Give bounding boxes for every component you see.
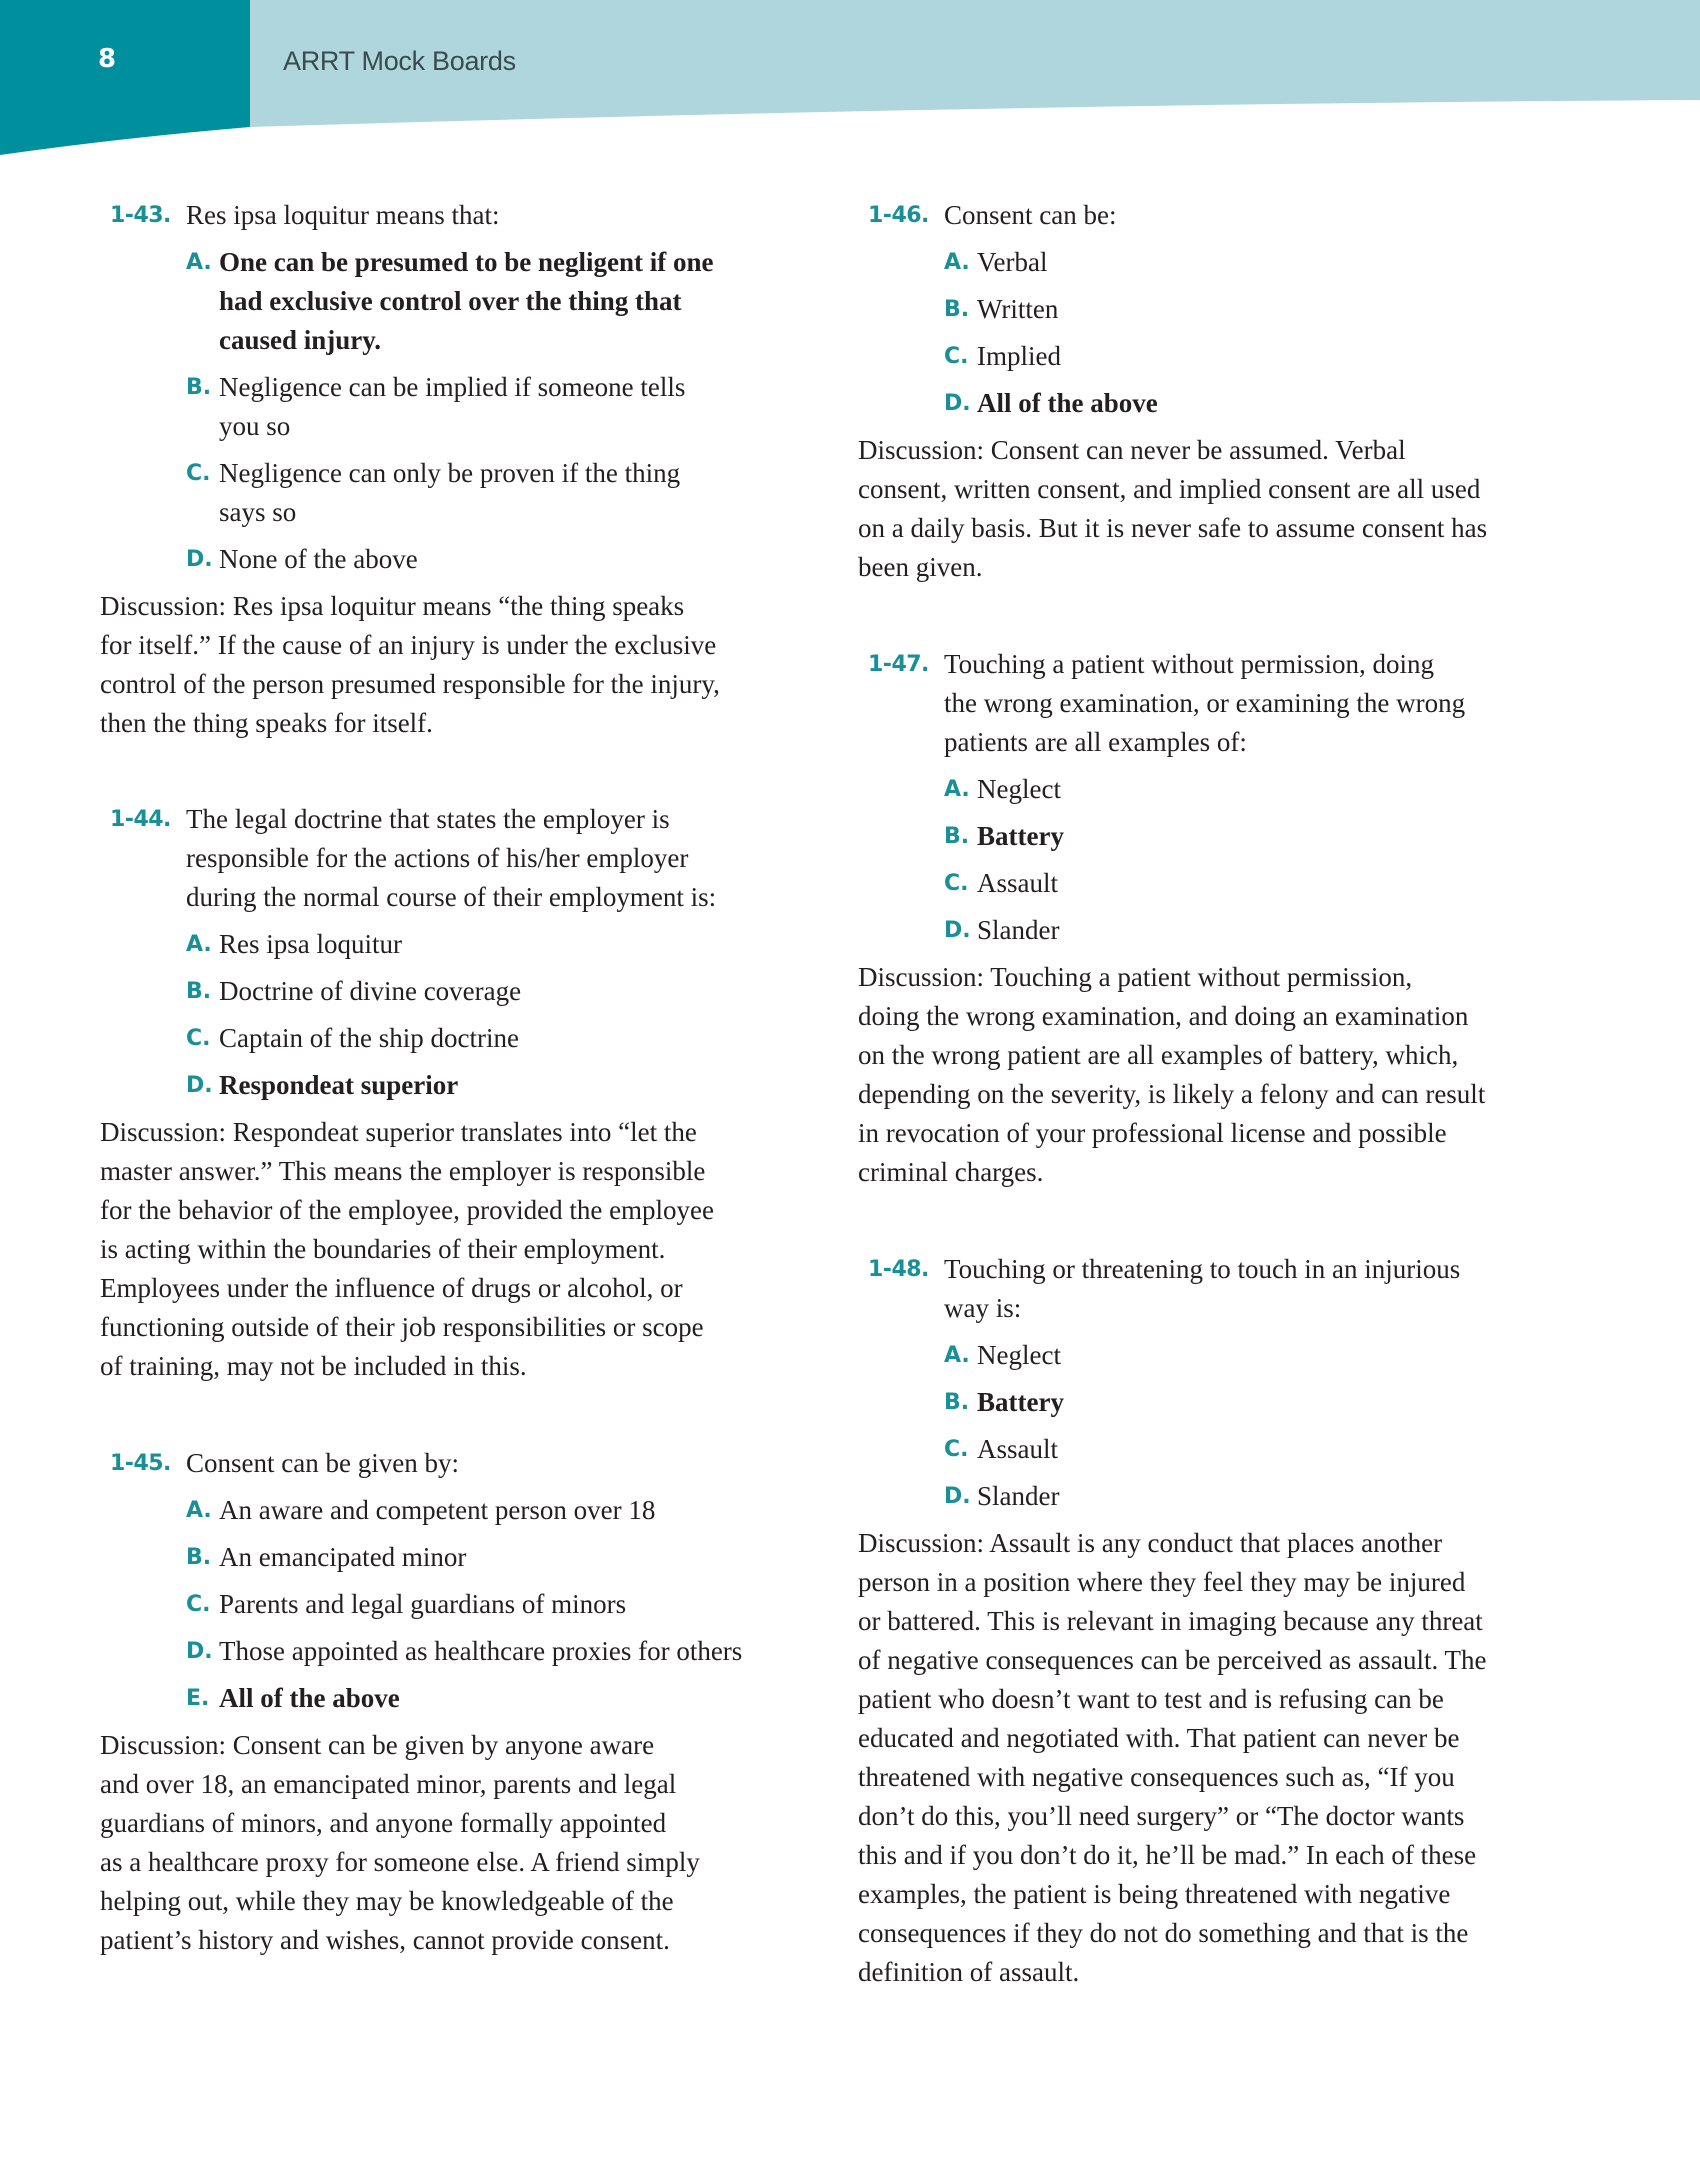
question-1-47 bbox=[858, 645, 1578, 1192]
option-text bbox=[977, 770, 1578, 809]
option-letter: A. bbox=[944, 250, 970, 275]
option-a bbox=[858, 1336, 1578, 1375]
question-number: 1-48. bbox=[868, 1257, 929, 1282]
options-list bbox=[858, 243, 1578, 423]
option-letter: B. bbox=[944, 824, 970, 849]
question-stem: Consent can be given by: bbox=[186, 1448, 459, 1478]
discussion bbox=[858, 431, 1578, 587]
discussion bbox=[100, 1113, 820, 1386]
option-letter: B. bbox=[186, 1545, 212, 1570]
option-letter: D. bbox=[944, 391, 971, 416]
text-line: is acting within the boundaries of their employment. bbox=[100, 1234, 666, 1264]
text-line: Res ipsa loquitur bbox=[219, 929, 402, 959]
text-line: Discussion: Consent can never be assumed. Verbal bbox=[858, 435, 1406, 465]
text-line: for the behavior of the employee, provided the employee bbox=[100, 1195, 715, 1225]
text-line: All of the above bbox=[219, 1683, 400, 1713]
option-text bbox=[219, 540, 820, 579]
text-line: patient who doesn’t want to test and is refusing can be bbox=[858, 1684, 1444, 1714]
text-line: in revocation of your professional license and possible bbox=[858, 1118, 1447, 1148]
question-number: 1-44. bbox=[110, 807, 171, 832]
option-c bbox=[100, 1019, 820, 1058]
option-d bbox=[100, 1066, 820, 1105]
option-text bbox=[977, 243, 1578, 282]
text-line: way is: bbox=[944, 1293, 1022, 1323]
option-e bbox=[100, 1679, 820, 1718]
text-line: Captain of the ship doctrine bbox=[219, 1023, 519, 1053]
text-line: An emancipated minor bbox=[219, 1542, 467, 1572]
text-line: educated and negotiated with. That patient can never be bbox=[858, 1723, 1460, 1753]
text-line: had exclusive control over the thing that bbox=[219, 286, 682, 316]
option-letter: C. bbox=[186, 461, 211, 486]
option-d bbox=[858, 1477, 1578, 1516]
options-list bbox=[858, 770, 1578, 950]
question-1-44 bbox=[100, 800, 820, 1386]
discussion bbox=[858, 958, 1578, 1192]
option-c bbox=[100, 1585, 820, 1624]
option-text bbox=[219, 368, 820, 446]
text-line: Battery bbox=[977, 821, 1064, 851]
option-text bbox=[219, 1538, 820, 1577]
question-stem: Touching a patient without permission, doing bbox=[944, 649, 1435, 679]
question-number: 1-45. bbox=[110, 1451, 171, 1476]
text-line: been given. bbox=[858, 552, 983, 582]
option-b bbox=[858, 1383, 1578, 1422]
option-letter: A. bbox=[944, 1343, 970, 1368]
option-text bbox=[977, 384, 1578, 423]
option-a bbox=[100, 243, 820, 360]
text-line: criminal charges. bbox=[858, 1157, 1044, 1187]
text-line: person in a position where they feel they may be injured bbox=[858, 1567, 1466, 1597]
option-b bbox=[858, 290, 1578, 329]
options-list bbox=[858, 1336, 1578, 1516]
option-a bbox=[100, 1491, 820, 1530]
text-line: functioning outside of their job responsibilities or scope bbox=[100, 1312, 704, 1342]
text-line: this and if you don’t do it, he’ll be mad.” In each of these bbox=[858, 1840, 1477, 1870]
text-line: on a daily basis. But it is never safe to assume consent has bbox=[858, 513, 1488, 543]
option-letter: C. bbox=[944, 871, 969, 896]
text-line: Slander bbox=[977, 1481, 1060, 1511]
text-line: Battery bbox=[977, 1387, 1064, 1417]
options-list bbox=[100, 243, 820, 579]
text-line: patient’s history and wishes, cannot provide consent. bbox=[100, 1925, 670, 1955]
text-line: you so bbox=[219, 411, 291, 441]
text-line: responsible for the actions of his/her employer bbox=[186, 843, 689, 873]
text-line: or battered. This is relevant in imaging because any threat bbox=[858, 1606, 1483, 1636]
text-line: One can be presumed to be negligent if one bbox=[219, 247, 714, 277]
question-stem: Res ipsa loquitur means that: bbox=[186, 200, 500, 230]
question-stem: The legal doctrine that states the employer is bbox=[186, 804, 670, 834]
option-letter: C. bbox=[944, 1437, 969, 1462]
option-letter: B. bbox=[944, 1390, 970, 1415]
question-number: 1-43. bbox=[110, 203, 171, 228]
option-a bbox=[858, 243, 1578, 282]
text-line: Negligence can be implied if someone tells bbox=[219, 372, 686, 402]
option-text bbox=[219, 243, 820, 360]
option-text bbox=[977, 1477, 1578, 1516]
discussion bbox=[100, 1726, 820, 1960]
text-line: on the wrong patient are all examples of battery, which, bbox=[858, 1040, 1459, 1070]
option-b bbox=[858, 817, 1578, 856]
text-line: Written bbox=[977, 294, 1059, 324]
option-letter: C. bbox=[944, 344, 969, 369]
question-stem: Consent can be: bbox=[944, 200, 1117, 230]
text-line: then the thing speaks for itself. bbox=[100, 708, 433, 738]
text-line: during the normal course of their employment is: bbox=[186, 882, 717, 912]
text-line: consequences if they do not do something and that is the bbox=[858, 1918, 1469, 1948]
option-text bbox=[977, 817, 1578, 856]
text-line: None of the above bbox=[219, 544, 418, 574]
text-line: Respondeat superior bbox=[219, 1070, 459, 1100]
question-1-48 bbox=[858, 1250, 1578, 1992]
text-line: master answer.” This means the employer is responsible bbox=[100, 1156, 706, 1186]
option-a bbox=[100, 925, 820, 964]
text-line: Slander bbox=[977, 915, 1060, 945]
text-line: Neglect bbox=[977, 1340, 1061, 1370]
question-number: 1-47. bbox=[868, 652, 929, 677]
header-banner-shape bbox=[0, 0, 1700, 160]
option-text bbox=[219, 1066, 820, 1105]
option-a bbox=[858, 770, 1578, 809]
text-line: for itself.” If the cause of an injury is under the exclusive bbox=[100, 630, 717, 660]
option-b bbox=[100, 972, 820, 1011]
text-line: consent, written consent, and implied consent are all used bbox=[858, 474, 1481, 504]
option-text bbox=[977, 1430, 1578, 1469]
option-text bbox=[977, 337, 1578, 376]
option-letter: C. bbox=[186, 1026, 211, 1051]
option-c bbox=[858, 337, 1578, 376]
question-stem: Touching or threatening to touch in an injurious bbox=[944, 1254, 1461, 1284]
option-text bbox=[977, 290, 1578, 329]
options-list bbox=[100, 1491, 820, 1718]
text-line: Assault bbox=[977, 1434, 1058, 1464]
running-title: ARRT Mock Boards bbox=[283, 46, 516, 76]
text-line: Neglect bbox=[977, 774, 1061, 804]
text-line: Discussion: Assault is any conduct that places another bbox=[858, 1528, 1443, 1558]
question-1-46 bbox=[858, 196, 1578, 587]
option-d bbox=[858, 384, 1578, 423]
text-line: and over 18, an emancipated minor, parents and legal bbox=[100, 1769, 677, 1799]
option-text bbox=[219, 972, 820, 1011]
option-letter: C. bbox=[186, 1592, 211, 1617]
text-line: Discussion: Respondeat superior translates into “let the bbox=[100, 1117, 697, 1147]
option-text bbox=[219, 925, 820, 964]
text-line: of training, may not be included in this. bbox=[100, 1351, 527, 1381]
text-line: Discussion: Touching a patient without permission, bbox=[858, 962, 1413, 992]
option-text bbox=[219, 1632, 820, 1671]
option-c bbox=[100, 454, 820, 532]
question-1-43 bbox=[100, 196, 820, 743]
text-line: says so bbox=[219, 497, 297, 527]
option-letter: D. bbox=[186, 1639, 213, 1664]
text-line: Discussion: Consent can be given by anyone aware bbox=[100, 1730, 655, 1760]
options-list bbox=[100, 925, 820, 1105]
option-letter: E. bbox=[186, 1686, 210, 1711]
text-line: All of the above bbox=[977, 388, 1158, 418]
page-number: 8 bbox=[98, 44, 117, 74]
option-letter: D. bbox=[186, 547, 213, 572]
text-line: helping out, while they may be knowledgeable of the bbox=[100, 1886, 674, 1916]
text-line: Parents and legal guardians of minors bbox=[219, 1589, 627, 1619]
option-text bbox=[219, 1491, 820, 1530]
option-d bbox=[858, 911, 1578, 950]
text-line: Verbal bbox=[977, 247, 1048, 277]
discussion bbox=[858, 1524, 1578, 1992]
text-line: threatened with negative consequences such as, “If you bbox=[858, 1762, 1455, 1792]
option-letter: D. bbox=[944, 918, 971, 943]
text-line: caused injury. bbox=[219, 325, 382, 355]
option-c bbox=[858, 1430, 1578, 1469]
option-text bbox=[977, 1383, 1578, 1422]
text-line: Those appointed as healthcare proxies for others bbox=[219, 1636, 743, 1666]
text-line: Assault bbox=[977, 868, 1058, 898]
option-text bbox=[219, 1679, 820, 1718]
text-line: guardians of minors, and anyone formally appointed bbox=[100, 1808, 667, 1838]
option-text bbox=[219, 1019, 820, 1058]
text-line: don’t do this, you’ll need surgery” or “The doctor wants bbox=[858, 1801, 1465, 1831]
text-line: doing the wrong examination, and doing an examination bbox=[858, 1001, 1469, 1031]
option-text bbox=[219, 1585, 820, 1624]
text-line: depending on the severity, is likely a felony and can result bbox=[858, 1079, 1486, 1109]
text-line: of negative consequences can be perceived as assault. The bbox=[858, 1645, 1487, 1675]
text-line: Discussion: Res ipsa loquitur means “the thing speaks bbox=[100, 591, 685, 621]
text-line: Doctrine of divine coverage bbox=[219, 976, 522, 1006]
question-1-45 bbox=[100, 1444, 820, 1960]
text-line: control of the person presumed responsible for the injury, bbox=[100, 669, 720, 699]
option-c bbox=[858, 864, 1578, 903]
text-line: Employees under the influence of drugs or alcohol, or bbox=[100, 1273, 683, 1303]
option-letter: D. bbox=[944, 1484, 971, 1509]
option-b bbox=[100, 368, 820, 446]
text-line: Negligence can only be proven if the thing bbox=[219, 458, 681, 488]
option-letter: A. bbox=[186, 932, 212, 957]
option-text bbox=[977, 911, 1578, 950]
text-line: the wrong examination, or examining the wrong bbox=[944, 688, 1466, 718]
question-number: 1-46. bbox=[868, 203, 929, 228]
option-b bbox=[100, 1538, 820, 1577]
discussion bbox=[100, 587, 820, 743]
option-text bbox=[977, 864, 1578, 903]
text-line: examples, the patient is being threatened with negative bbox=[858, 1879, 1451, 1909]
option-letter: B. bbox=[186, 375, 212, 400]
text-line: Implied bbox=[977, 341, 1061, 371]
option-letter: B. bbox=[186, 979, 212, 1004]
option-d bbox=[100, 1632, 820, 1671]
text-line: as a healthcare proxy for someone else. A friend simply bbox=[100, 1847, 700, 1877]
page-header bbox=[0, 0, 1700, 160]
option-letter: B. bbox=[944, 297, 970, 322]
text-line: patients are all examples of: bbox=[944, 727, 1247, 757]
option-text bbox=[219, 454, 820, 532]
text-line: definition of assault. bbox=[858, 1957, 1080, 1987]
text-line: An aware and competent person over 18 bbox=[219, 1495, 656, 1525]
option-letter: A. bbox=[186, 1498, 212, 1523]
option-letter: D. bbox=[186, 1073, 213, 1098]
option-d bbox=[100, 540, 820, 579]
option-letter: A. bbox=[944, 777, 970, 802]
option-text bbox=[977, 1336, 1578, 1375]
option-letter: A. bbox=[186, 250, 212, 275]
